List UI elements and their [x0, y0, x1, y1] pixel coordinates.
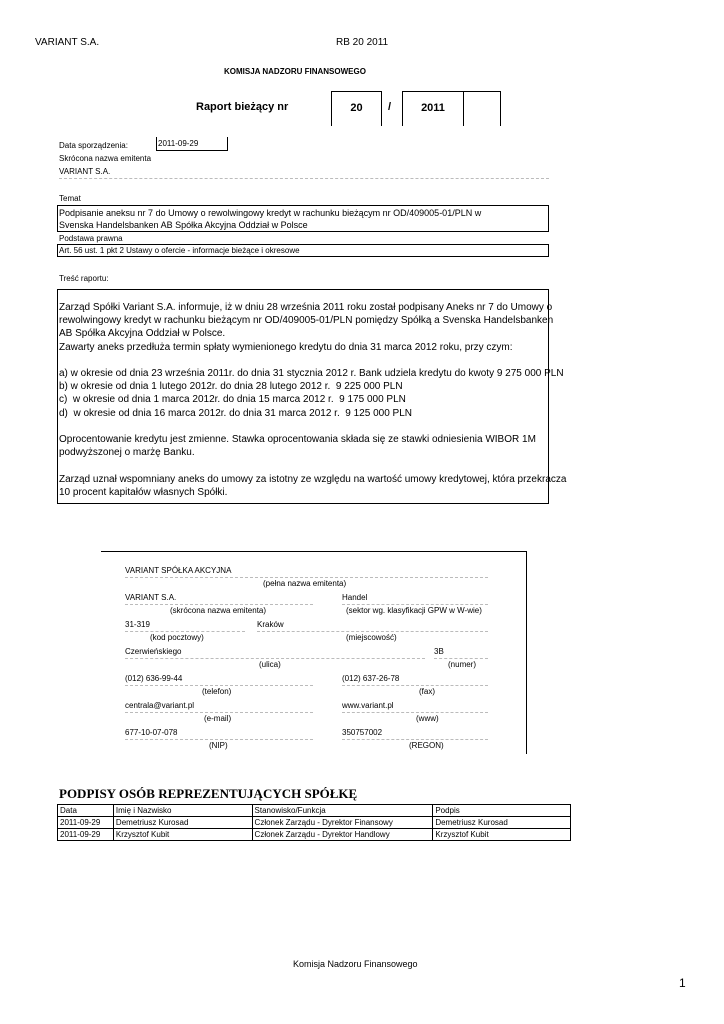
legal-basis-value: Art. 56 ust. 1 pkt 2 Ustawy o ofercie - informacje bieżące i okresowe [59, 246, 300, 255]
header-report-code: RB 20 2011 [336, 37, 389, 48]
content-line: AB Spółka Akcyjna Oddział w Polsce. [59, 328, 226, 340]
issuer-postal-code: 31-319 [125, 620, 150, 629]
header-cell: Stanowisko/Funkcja [252, 805, 433, 817]
report-number: 20 [350, 102, 363, 114]
signatures-title: PODPISY OSÓB REPREZENTUJĄCYCH SPÓŁKĘ [59, 786, 358, 801]
content-line [59, 354, 566, 367]
issuer-fax-caption: (fax) [419, 687, 435, 696]
content-text [59, 301, 566, 499]
table-cell: Członek Zarządu - Dyrektor Finansowy [252, 817, 433, 829]
content-line: Zarząd Spółki Variant S.A. informuje, iż w dniu 28 września 2011 roku został podpisany Aneks nr 7 do Umowy o [59, 302, 553, 313]
issuer-fax: (012) 637-26-78 [342, 674, 400, 683]
divider [257, 631, 488, 632]
issuer-number-caption: (numer) [448, 660, 477, 669]
meta-divider [59, 178, 549, 179]
issuer-sector-caption: (sektor wg. klasyfikacji GPW w W-wie) [346, 606, 482, 615]
issuer-phone-caption: (telefon) [202, 687, 232, 696]
report-year: 2011 [421, 102, 445, 114]
content-line: Oprocentowanie kredytu jest zmienne. Stawka oprocentowania składa się ze stawki odniesienia WIBOR 1M [59, 434, 536, 446]
table-cell: Członek Zarządu - Dyrektor Handlowy [252, 829, 433, 841]
divider [125, 577, 488, 578]
divider [342, 739, 488, 740]
issuer-top-border [101, 551, 526, 552]
content-line: b) w okresie od dnia 1 lutego 2012r. do dnia 28 lutego 2012 r. 9 225 000 PLN [59, 381, 403, 393]
issuer-city: Kraków [257, 620, 284, 629]
table-cell: Demetriusz Kurosad [113, 817, 252, 829]
issuer-city-caption: (miejscowość) [346, 633, 397, 642]
issuer-full-name-caption: (pełna nazwa emitenta) [263, 579, 347, 588]
subject-line-1: Podpisanie aneksu nr 7 do Umowy o rewolwingowy kredyt w rachunku bieżącym nr OD/409005-01/PLN w [59, 208, 482, 218]
issuer-phone: (012) 636-99-44 [125, 674, 183, 683]
table-header-row [58, 805, 571, 817]
divider [342, 712, 488, 713]
subject-line-2: Svenska Handelsbanken AB Spółka Akcyjna Oddział w Polsce [59, 220, 308, 230]
table-cell: 2011-09-29 [58, 829, 114, 841]
header-cell: Podpis [433, 805, 571, 817]
content-line: a) w okresie od dnia 23 września 2011r. do dnia 31 stycznia 2012 r. Bank udziela kredytu do kwoty 9 275 000 PLN [59, 368, 564, 380]
issuer-street-caption: (ulica) [259, 660, 281, 669]
short-name-label: Skrócona nazwa emitenta [59, 154, 152, 163]
subject-box [57, 205, 549, 232]
table-cell: Krzysztof Kubit [433, 829, 571, 841]
content-line: c) w okresie od dnia 1 marca 2012r. do dnia 15 marca 2012 r. 9 175 000 PLN [59, 394, 406, 406]
divider [125, 739, 313, 740]
header-company: VARIANT S.A. [35, 37, 100, 48]
content-line: Zawarty aneks przedłuża termin spłaty wymienionego kredytu do dnia 31 marca 2012 roku, przy czym: [59, 341, 513, 353]
table-row [58, 829, 571, 841]
footer-text: Komisja Nadzoru Finansowego [293, 959, 418, 969]
issuer-short-name: VARIANT S.A. [125, 593, 177, 602]
signatures-table [57, 804, 571, 841]
report-year-box [402, 91, 464, 126]
content-box [57, 289, 567, 504]
short-name-value: VARIANT S.A. [59, 167, 111, 176]
divider [125, 604, 313, 605]
content-line: rewolwingowy kredyt w rachunku bieżącym nr OD/409005-01/PLN pomiędzy Spółką a Svenska Handelsbanken [59, 315, 554, 327]
content-line: d) w okresie od dnia 16 marca 2012r. do dnia 31 marca 2012 r. 9 125 000 PLN [59, 407, 412, 419]
report-number-box [331, 91, 382, 126]
commission-title: KOMISJA NADZORU FINANSOWEGO [224, 67, 366, 76]
issuer-email: centrala@variant.pl [125, 701, 195, 710]
table-cell: Demetriusz Kurosad [433, 817, 571, 829]
table-cell: Krzysztof Kubit [113, 829, 252, 841]
divider [342, 685, 488, 686]
issuer-www: www.variant.pl [342, 701, 394, 710]
issuer-regon: 350757002 [342, 728, 383, 737]
table-cell: 2011-09-29 [58, 817, 114, 829]
date-label: Data sporządzenia: [59, 141, 128, 150]
content-line: Zarząd uznał wspomniany aneks do umowy za istotny ze względu na wartość umowy kredytowej, która przekracza [59, 473, 567, 485]
content-line: 10 procent kapitałów własnych Spółki. [59, 486, 228, 498]
divider [125, 712, 313, 713]
legal-basis-box [57, 244, 549, 257]
issuer-right-border [526, 551, 527, 754]
page-number: 1 [679, 976, 686, 990]
issuer-email-caption: (e-mail) [204, 714, 232, 723]
content-line [59, 420, 566, 433]
issuer-sector: Handel [342, 593, 368, 602]
content-label: Treść raportu: [59, 274, 109, 283]
header-cell: Imię i Nazwisko [113, 805, 252, 817]
issuer-full-name: VARIANT SPÓŁKA AKCYJNA [125, 566, 232, 575]
divider [125, 685, 313, 686]
content-line: podwyższonej o marżę Banku. [59, 447, 195, 459]
issuer-street: Czerwieńskiego [125, 647, 182, 656]
issuer-postal-code-caption: (kod pocztowy) [150, 633, 204, 642]
date-value: 2011-09-29 [156, 137, 228, 151]
issuer-nip: 677-10-07-078 [125, 728, 178, 737]
divider [125, 631, 245, 632]
issuer-nip-caption: (NIP) [209, 741, 228, 750]
header-cell: Data [58, 805, 114, 817]
issuer-www-caption: (www) [416, 714, 439, 723]
divider [125, 658, 425, 659]
table-row [58, 817, 571, 829]
issuer-short-name-caption: (skrócona nazwa emitenta) [170, 606, 267, 615]
divider [342, 604, 488, 605]
issuer-number: 3B [434, 647, 444, 656]
divider [434, 658, 488, 659]
report-empty-box [464, 91, 501, 126]
subject-label: Temat [59, 194, 81, 203]
issuer-regon-caption: (REGON) [409, 741, 444, 750]
content-line [59, 459, 566, 472]
report-label: Raport bieżący nr [196, 101, 289, 113]
legal-basis-label: Podstawa prawna [59, 234, 123, 243]
report-separator: / [388, 101, 392, 113]
